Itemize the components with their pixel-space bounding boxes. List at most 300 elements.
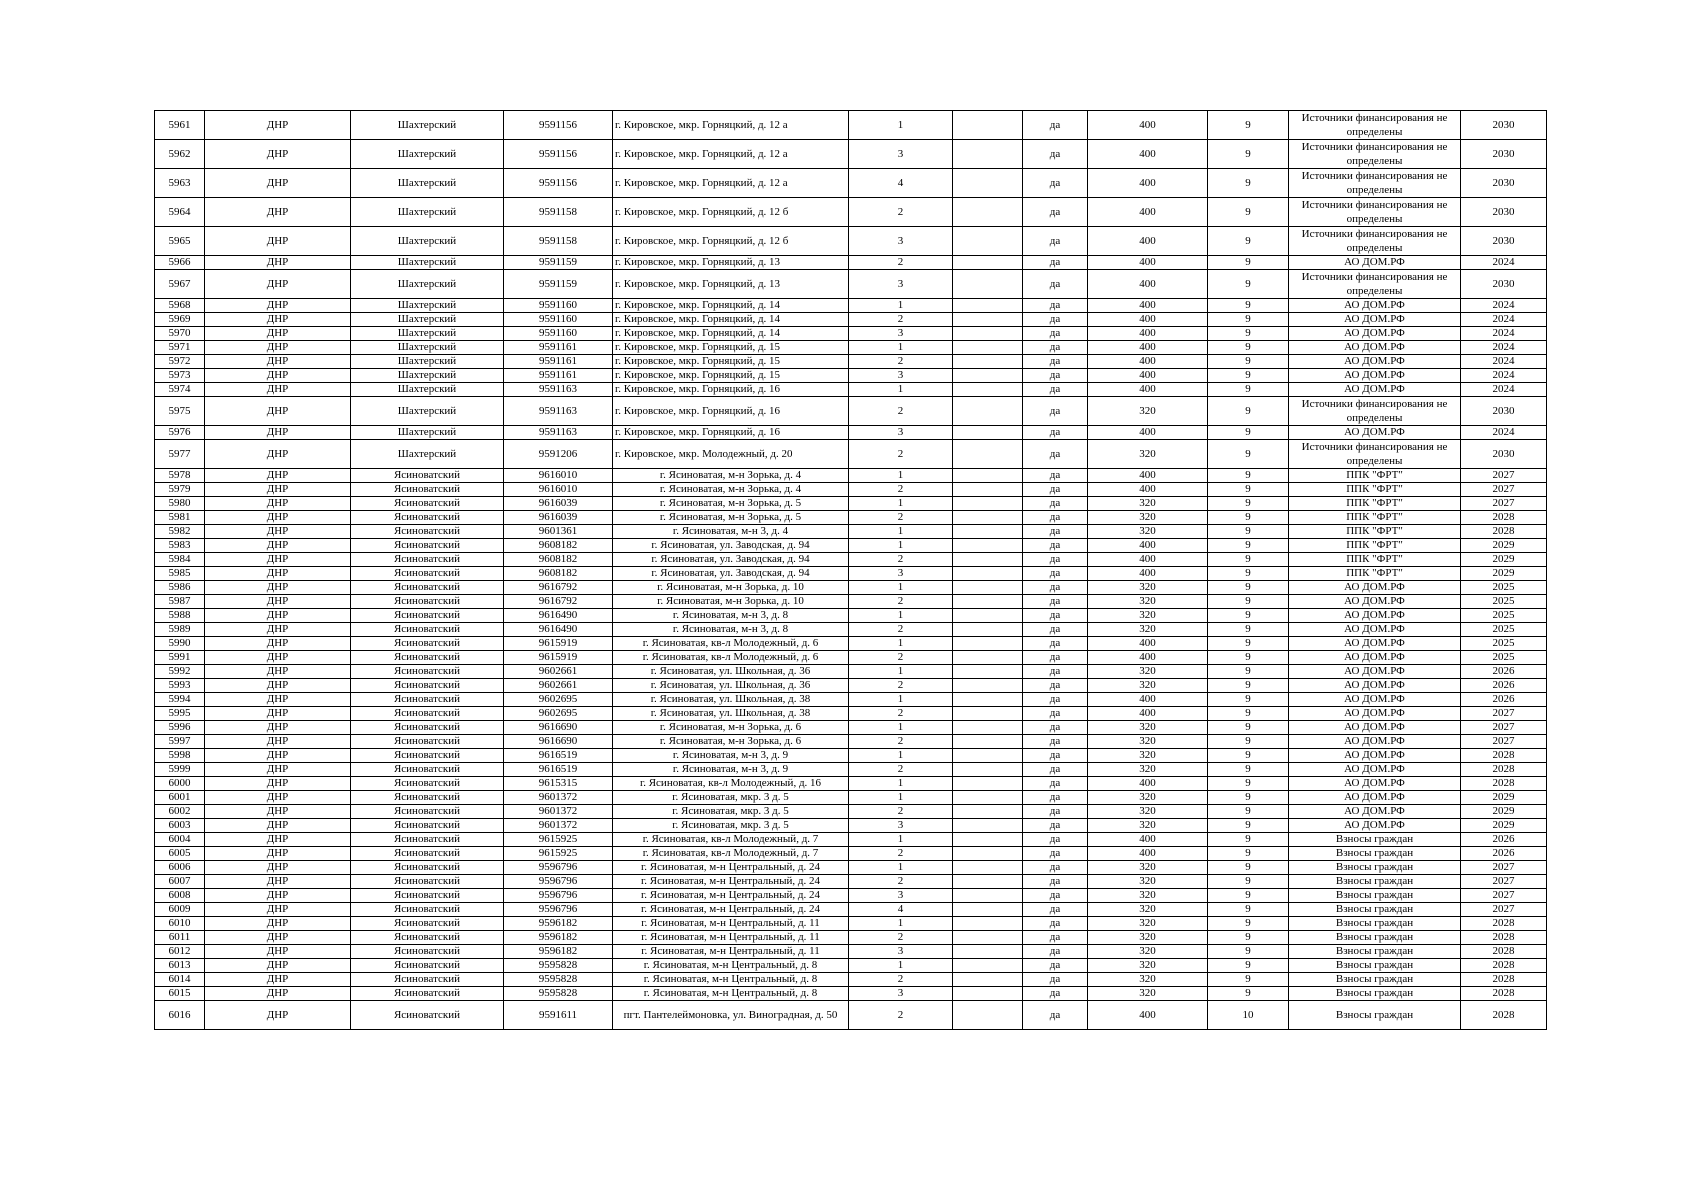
floors-cell: 9 <box>1208 111 1289 140</box>
flag-cell: да <box>1023 973 1088 987</box>
floors-cell: 9 <box>1208 777 1289 791</box>
flag-cell: да <box>1023 721 1088 735</box>
district-cell: Ясиноватский <box>351 833 504 847</box>
flag-cell: да <box>1023 987 1088 1001</box>
district-cell: Шахтерский <box>351 140 504 169</box>
district-cell: Ясиноватский <box>351 539 504 553</box>
cost-cell: 400 <box>1088 327 1208 341</box>
funding-source-cell: АО ДОМ.РФ <box>1289 327 1461 341</box>
row-number-cell: 6007 <box>155 875 205 889</box>
row-number-cell: 5981 <box>155 511 205 525</box>
address-cell: г. Ясиноватая, м-н Центральный, д. 24 <box>613 861 849 875</box>
house-id-cell: 9591159 <box>504 256 613 270</box>
table-row <box>155 847 1547 861</box>
address-cell: г. Кировское, мкр. Горняцкий, д. 12 б <box>613 198 849 227</box>
extra-cell <box>953 440 1023 469</box>
work-type-cell: 2 <box>849 313 953 327</box>
table-row <box>155 111 1547 140</box>
region-cell: ДНР <box>205 595 351 609</box>
year-cell: 2026 <box>1461 833 1547 847</box>
region-cell: ДНР <box>205 651 351 665</box>
cost-cell: 400 <box>1088 256 1208 270</box>
extra-cell <box>953 707 1023 721</box>
cost-cell: 400 <box>1088 777 1208 791</box>
district-cell: Ясиноватский <box>351 679 504 693</box>
work-type-cell: 1 <box>849 539 953 553</box>
row-number-cell: 5976 <box>155 426 205 440</box>
district-cell: Ясиноватский <box>351 917 504 931</box>
flag-cell: да <box>1023 945 1088 959</box>
floors-cell: 9 <box>1208 847 1289 861</box>
address-cell: г. Ясиноватая, м-н Зорька, д. 6 <box>613 721 849 735</box>
region-cell: ДНР <box>205 777 351 791</box>
address-cell: г. Ясиноватая, ул. Школьная, д. 38 <box>613 707 849 721</box>
year-cell: 2025 <box>1461 609 1547 623</box>
extra-cell <box>953 833 1023 847</box>
address-cell: г. Ясиноватая, м-н Центральный, д. 24 <box>613 903 849 917</box>
extra-cell <box>953 397 1023 426</box>
floors-cell: 9 <box>1208 805 1289 819</box>
extra-cell <box>953 469 1023 483</box>
address-cell: пгт. Пантелеймоновка, ул. Виноградная, д. 50 <box>613 1001 849 1030</box>
table-row <box>155 679 1547 693</box>
floors-cell: 9 <box>1208 889 1289 903</box>
table-row <box>155 511 1547 525</box>
district-cell: Шахтерский <box>351 383 504 397</box>
floors-cell: 9 <box>1208 721 1289 735</box>
year-cell: 2024 <box>1461 313 1547 327</box>
region-cell: ДНР <box>205 313 351 327</box>
year-cell: 2028 <box>1461 749 1547 763</box>
table-row <box>155 889 1547 903</box>
district-cell: Ясиноватский <box>351 511 504 525</box>
year-cell: 2027 <box>1461 735 1547 749</box>
region-cell: ДНР <box>205 875 351 889</box>
house-id-cell: 9616490 <box>504 609 613 623</box>
cost-cell: 320 <box>1088 609 1208 623</box>
table-row <box>155 721 1547 735</box>
extra-cell <box>953 931 1023 945</box>
address-cell: г. Ясиноватая, ул. Заводская, д. 94 <box>613 553 849 567</box>
house-id-cell: 9596182 <box>504 917 613 931</box>
work-type-cell: 3 <box>849 369 953 383</box>
cost-cell: 320 <box>1088 735 1208 749</box>
district-cell: Ясиноватский <box>351 665 504 679</box>
house-id-cell: 9596796 <box>504 861 613 875</box>
work-type-cell: 1 <box>849 791 953 805</box>
floors-cell: 9 <box>1208 763 1289 777</box>
flag-cell: да <box>1023 805 1088 819</box>
work-type-cell: 2 <box>849 553 953 567</box>
address-cell: г. Ясиноватая, ул. Школьная, д. 36 <box>613 665 849 679</box>
floors-cell: 9 <box>1208 819 1289 833</box>
cost-cell: 320 <box>1088 721 1208 735</box>
row-number-cell: 6011 <box>155 931 205 945</box>
address-cell: г. Кировское, мкр. Горняцкий, д. 12 а <box>613 111 849 140</box>
extra-cell <box>953 875 1023 889</box>
floors-cell: 9 <box>1208 227 1289 256</box>
work-type-cell: 1 <box>849 917 953 931</box>
address-cell: г. Ясиноватая, м-н Центральный, д. 24 <box>613 875 849 889</box>
row-number-cell: 5982 <box>155 525 205 539</box>
region-cell: ДНР <box>205 581 351 595</box>
funding-source-cell: Источники финансирования не определены <box>1289 270 1461 299</box>
address-cell: г. Кировское, мкр. Горняцкий, д. 14 <box>613 313 849 327</box>
region-cell: ДНР <box>205 270 351 299</box>
extra-cell <box>953 581 1023 595</box>
row-number-cell: 5995 <box>155 707 205 721</box>
flag-cell: да <box>1023 313 1088 327</box>
district-cell: Шахтерский <box>351 198 504 227</box>
extra-cell <box>953 426 1023 440</box>
floors-cell: 9 <box>1208 539 1289 553</box>
year-cell: 2027 <box>1461 497 1547 511</box>
house-id-cell: 9591156 <box>504 140 613 169</box>
row-number-cell: 5988 <box>155 609 205 623</box>
flag-cell: да <box>1023 140 1088 169</box>
house-id-cell: 9616519 <box>504 763 613 777</box>
floors-cell: 9 <box>1208 256 1289 270</box>
table-row <box>155 341 1547 355</box>
district-cell: Ясиноватский <box>351 959 504 973</box>
house-id-cell: 9602661 <box>504 665 613 679</box>
row-number-cell: 6010 <box>155 917 205 931</box>
table-row <box>155 707 1547 721</box>
floors-cell: 9 <box>1208 945 1289 959</box>
year-cell: 2028 <box>1461 945 1547 959</box>
year-cell: 2027 <box>1461 707 1547 721</box>
flag-cell: да <box>1023 623 1088 637</box>
cost-cell: 320 <box>1088 665 1208 679</box>
year-cell: 2030 <box>1461 169 1547 198</box>
region-cell: ДНР <box>205 847 351 861</box>
funding-source-cell: АО ДОМ.РФ <box>1289 369 1461 383</box>
table-row <box>155 595 1547 609</box>
work-type-cell: 2 <box>849 973 953 987</box>
region-cell: ДНР <box>205 525 351 539</box>
address-cell: г. Ясиноватая, м-н Центральный, д. 24 <box>613 889 849 903</box>
extra-cell <box>953 609 1023 623</box>
cost-cell: 400 <box>1088 637 1208 651</box>
floors-cell: 9 <box>1208 959 1289 973</box>
extra-cell <box>953 805 1023 819</box>
extra-cell <box>953 169 1023 198</box>
cost-cell: 320 <box>1088 819 1208 833</box>
row-number-cell: 5989 <box>155 623 205 637</box>
flag-cell: да <box>1023 637 1088 651</box>
flag-cell: да <box>1023 169 1088 198</box>
house-id-cell: 9615919 <box>504 651 613 665</box>
row-number-cell: 5985 <box>155 567 205 581</box>
extra-cell <box>953 299 1023 313</box>
floors-cell: 9 <box>1208 440 1289 469</box>
row-number-cell: 6008 <box>155 889 205 903</box>
cost-cell: 320 <box>1088 875 1208 889</box>
region-cell: ДНР <box>205 539 351 553</box>
flag-cell: да <box>1023 483 1088 497</box>
house-id-cell: 9616039 <box>504 511 613 525</box>
house-id-cell: 9602661 <box>504 679 613 693</box>
floors-cell: 9 <box>1208 791 1289 805</box>
address-cell: г. Ясиноватая, м-н Центральный, д. 11 <box>613 917 849 931</box>
region-cell: ДНР <box>205 665 351 679</box>
house-id-cell: 9591156 <box>504 169 613 198</box>
address-cell: г. Ясиноватая, м-н 3, д. 8 <box>613 623 849 637</box>
funding-source-cell: Взносы граждан <box>1289 959 1461 973</box>
address-cell: г. Ясиноватая, мкр. 3 д. 5 <box>613 791 849 805</box>
table-row <box>155 763 1547 777</box>
flag-cell: да <box>1023 397 1088 426</box>
address-cell: г. Кировское, мкр. Горняцкий, д. 12 а <box>613 140 849 169</box>
district-cell: Шахтерский <box>351 227 504 256</box>
year-cell: 2028 <box>1461 763 1547 777</box>
funding-source-cell: Взносы граждан <box>1289 917 1461 931</box>
extra-cell <box>953 651 1023 665</box>
year-cell: 2029 <box>1461 553 1547 567</box>
house-id-cell: 9596182 <box>504 945 613 959</box>
floors-cell: 9 <box>1208 581 1289 595</box>
cost-cell: 400 <box>1088 1001 1208 1030</box>
address-cell: г. Ясиноватая, ул. Школьная, д. 38 <box>613 693 849 707</box>
row-number-cell: 5971 <box>155 341 205 355</box>
table-row <box>155 609 1547 623</box>
cost-cell: 320 <box>1088 511 1208 525</box>
address-cell: г. Ясиноватая, ул. Заводская, д. 94 <box>613 539 849 553</box>
flag-cell: да <box>1023 440 1088 469</box>
floors-cell: 9 <box>1208 749 1289 763</box>
year-cell: 2027 <box>1461 721 1547 735</box>
flag-cell: да <box>1023 889 1088 903</box>
extra-cell <box>953 889 1023 903</box>
funding-source-cell: ППК "ФРТ" <box>1289 469 1461 483</box>
table-row <box>155 355 1547 369</box>
house-id-cell: 9608182 <box>504 553 613 567</box>
funding-source-cell: АО ДОМ.РФ <box>1289 581 1461 595</box>
year-cell: 2026 <box>1461 693 1547 707</box>
table-row <box>155 805 1547 819</box>
floors-cell: 9 <box>1208 833 1289 847</box>
table-row <box>155 735 1547 749</box>
district-cell: Шахтерский <box>351 327 504 341</box>
extra-cell <box>953 749 1023 763</box>
region-cell: ДНР <box>205 833 351 847</box>
row-number-cell: 6015 <box>155 987 205 1001</box>
region-cell: ДНР <box>205 973 351 987</box>
year-cell: 2024 <box>1461 383 1547 397</box>
house-id-cell: 9616490 <box>504 623 613 637</box>
region-cell: ДНР <box>205 1001 351 1030</box>
funding-source-cell: АО ДОМ.РФ <box>1289 735 1461 749</box>
cost-cell: 320 <box>1088 945 1208 959</box>
row-number-cell: 5972 <box>155 355 205 369</box>
year-cell: 2026 <box>1461 679 1547 693</box>
work-type-cell: 2 <box>849 1001 953 1030</box>
table-row <box>155 256 1547 270</box>
work-type-cell: 1 <box>849 665 953 679</box>
work-type-cell: 1 <box>849 383 953 397</box>
district-cell: Ясиноватский <box>351 973 504 987</box>
house-id-cell: 9615315 <box>504 777 613 791</box>
region-cell: ДНР <box>205 637 351 651</box>
region-cell: ДНР <box>205 819 351 833</box>
cost-cell: 400 <box>1088 539 1208 553</box>
funding-source-cell: Источники финансирования не определены <box>1289 198 1461 227</box>
address-cell: г. Ясиноватая, м-н Зорька, д. 4 <box>613 483 849 497</box>
funding-source-cell: ППК "ФРТ" <box>1289 483 1461 497</box>
row-number-cell: 6004 <box>155 833 205 847</box>
extra-cell <box>953 959 1023 973</box>
extra-cell <box>953 497 1023 511</box>
table-row <box>155 1001 1547 1030</box>
floors-cell: 9 <box>1208 651 1289 665</box>
table-row <box>155 931 1547 945</box>
row-number-cell: 6009 <box>155 903 205 917</box>
work-type-cell: 2 <box>849 805 953 819</box>
region-cell: ДНР <box>205 355 351 369</box>
house-id-cell: 9591163 <box>504 426 613 440</box>
cost-cell: 400 <box>1088 111 1208 140</box>
district-cell: Ясиноватский <box>351 595 504 609</box>
region-cell: ДНР <box>205 440 351 469</box>
year-cell: 2024 <box>1461 369 1547 383</box>
district-cell: Ясиноватский <box>351 791 504 805</box>
work-type-cell: 1 <box>849 777 953 791</box>
floors-cell: 9 <box>1208 679 1289 693</box>
address-cell: г. Ясиноватая, кв-л Молодежный, д. 6 <box>613 637 849 651</box>
year-cell: 2030 <box>1461 270 1547 299</box>
row-number-cell: 5994 <box>155 693 205 707</box>
address-cell: г. Ясиноватая, м-н Центральный, д. 8 <box>613 973 849 987</box>
work-type-cell: 3 <box>849 327 953 341</box>
address-cell: г. Кировское, мкр. Молодежный, д. 20 <box>613 440 849 469</box>
flag-cell: да <box>1023 665 1088 679</box>
cost-cell: 320 <box>1088 987 1208 1001</box>
work-type-cell: 3 <box>849 227 953 256</box>
funding-source-cell: АО ДОМ.РФ <box>1289 791 1461 805</box>
cost-cell: 400 <box>1088 369 1208 383</box>
row-number-cell: 5987 <box>155 595 205 609</box>
cost-cell: 320 <box>1088 791 1208 805</box>
year-cell: 2028 <box>1461 959 1547 973</box>
floors-cell: 9 <box>1208 341 1289 355</box>
extra-cell <box>953 111 1023 140</box>
funding-source-cell: АО ДОМ.РФ <box>1289 777 1461 791</box>
flag-cell: да <box>1023 819 1088 833</box>
cost-cell: 320 <box>1088 440 1208 469</box>
table-row <box>155 369 1547 383</box>
funding-source-cell: Взносы граждан <box>1289 987 1461 1001</box>
district-cell: Шахтерский <box>351 111 504 140</box>
region-cell: ДНР <box>205 707 351 721</box>
house-id-cell: 9591158 <box>504 227 613 256</box>
year-cell: 2029 <box>1461 539 1547 553</box>
work-type-cell: 3 <box>849 567 953 581</box>
flag-cell: да <box>1023 256 1088 270</box>
floors-cell: 9 <box>1208 707 1289 721</box>
row-number-cell: 5967 <box>155 270 205 299</box>
row-number-cell: 5984 <box>155 553 205 567</box>
region-cell: ДНР <box>205 903 351 917</box>
year-cell: 2028 <box>1461 511 1547 525</box>
district-cell: Ясиноватский <box>351 637 504 651</box>
extra-cell <box>953 355 1023 369</box>
district-cell: Ясиноватский <box>351 581 504 595</box>
address-cell: г. Ясиноватая, м-н 3, д. 9 <box>613 749 849 763</box>
flag-cell: да <box>1023 679 1088 693</box>
house-id-cell: 9591160 <box>504 299 613 313</box>
work-type-cell: 1 <box>849 299 953 313</box>
floors-cell: 9 <box>1208 198 1289 227</box>
floors-cell: 9 <box>1208 553 1289 567</box>
district-cell: Шахтерский <box>351 169 504 198</box>
floors-cell: 9 <box>1208 483 1289 497</box>
address-cell: г. Ясиноватая, кв-л Молодежный, д. 7 <box>613 847 849 861</box>
row-number-cell: 6013 <box>155 959 205 973</box>
flag-cell: да <box>1023 791 1088 805</box>
house-id-cell: 9601372 <box>504 805 613 819</box>
floors-cell: 9 <box>1208 595 1289 609</box>
district-cell: Ясиноватский <box>351 567 504 581</box>
table-row <box>155 567 1547 581</box>
cost-cell: 400 <box>1088 299 1208 313</box>
address-cell: г. Ясиноватая, м-н 3, д. 8 <box>613 609 849 623</box>
row-number-cell: 5991 <box>155 651 205 665</box>
cost-cell: 320 <box>1088 861 1208 875</box>
extra-cell <box>953 973 1023 987</box>
cost-cell: 320 <box>1088 595 1208 609</box>
work-type-cell: 2 <box>849 440 953 469</box>
floors-cell: 9 <box>1208 861 1289 875</box>
row-number-cell: 5963 <box>155 169 205 198</box>
cost-cell: 320 <box>1088 397 1208 426</box>
flag-cell: да <box>1023 595 1088 609</box>
table-row <box>155 299 1547 313</box>
row-number-cell: 6005 <box>155 847 205 861</box>
cost-cell: 320 <box>1088 525 1208 539</box>
funding-source-cell: АО ДОМ.РФ <box>1289 299 1461 313</box>
funding-source-cell: Взносы граждан <box>1289 931 1461 945</box>
work-type-cell: 2 <box>849 735 953 749</box>
extra-cell <box>953 735 1023 749</box>
work-type-cell: 2 <box>849 256 953 270</box>
region-cell: ДНР <box>205 169 351 198</box>
work-type-cell: 2 <box>849 651 953 665</box>
table-row <box>155 637 1547 651</box>
floors-cell: 9 <box>1208 397 1289 426</box>
house-id-cell: 9616519 <box>504 749 613 763</box>
table-row <box>155 525 1547 539</box>
address-cell: г. Ясиноватая, м-н Зорька, д. 5 <box>613 511 849 525</box>
table-row <box>155 973 1547 987</box>
floors-cell: 9 <box>1208 511 1289 525</box>
region-cell: ДНР <box>205 791 351 805</box>
address-cell: г. Кировское, мкр. Горняцкий, д. 16 <box>613 397 849 426</box>
region-cell: ДНР <box>205 341 351 355</box>
district-cell: Ясиноватский <box>351 987 504 1001</box>
table-row <box>155 623 1547 637</box>
year-cell: 2024 <box>1461 256 1547 270</box>
floors-cell: 9 <box>1208 426 1289 440</box>
flag-cell: да <box>1023 693 1088 707</box>
row-number-cell: 5978 <box>155 469 205 483</box>
district-cell: Шахтерский <box>351 270 504 299</box>
address-cell: г. Кировское, мкр. Горняцкий, д. 16 <box>613 426 849 440</box>
cost-cell: 400 <box>1088 198 1208 227</box>
extra-cell <box>953 791 1023 805</box>
flag-cell: да <box>1023 511 1088 525</box>
flag-cell: да <box>1023 777 1088 791</box>
work-type-cell: 3 <box>849 426 953 440</box>
